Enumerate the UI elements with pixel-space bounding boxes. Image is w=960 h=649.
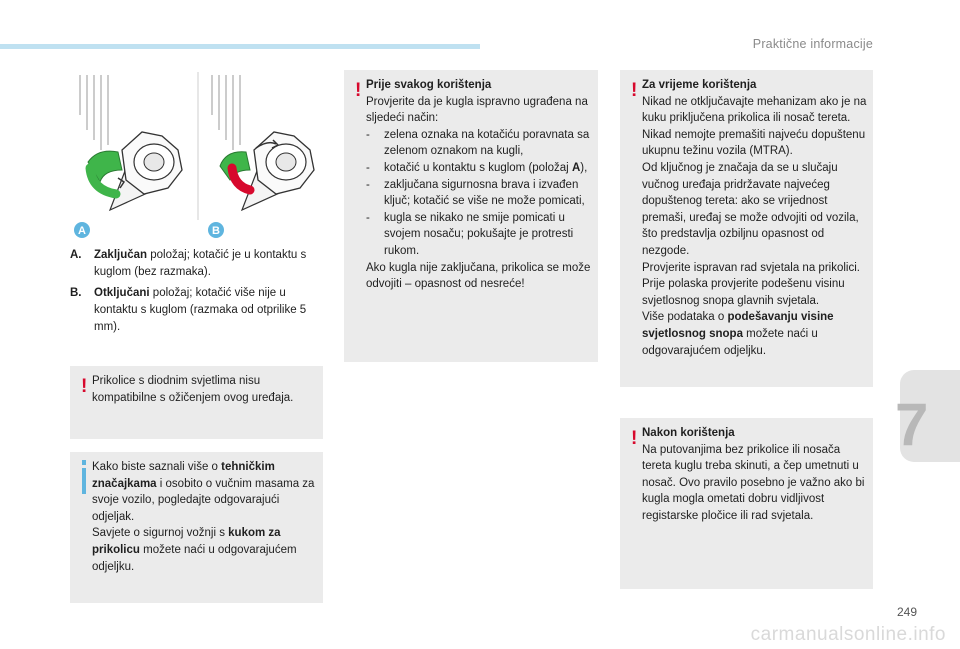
during-use-p3: Od ključnog je značaja da se u slučaju vučnog uređaja pridržavate najvećeg dopuštenog tereta: ako se vrijednost premaši, uređaj se može odvojiti od vozila, što predstavlja ozbiljnu opasnost od nezgode.	[642, 161, 859, 257]
figure-a-locked	[80, 75, 182, 210]
warning-icon: !	[355, 80, 362, 101]
after-use-title: Nakon korištenja	[642, 427, 735, 439]
info-box	[70, 452, 323, 603]
page-number: 249	[896, 605, 917, 619]
before-use-warning-box	[344, 70, 598, 362]
before-use-title: Prije svakog korištenja	[366, 79, 492, 91]
info-paragraph-1: Kako biste saznali više o tehničkim značajkama i osobito o vučnim masama za svoje vozilo, pogledajte odgovarajući odjeljak.	[92, 461, 315, 523]
during-use-p2: Nikad nemojte premašiti najveću dopuštenu ukupnu težinu vozila (MTRA).	[642, 128, 866, 158]
chapter-number: 7	[895, 391, 929, 458]
warning-icon: !	[631, 428, 638, 449]
info-icon	[82, 460, 86, 494]
check-item-1: - zelena oznaka na kotačiću poravnata sa zelenom oznakom na kugli,	[366, 128, 590, 158]
warning-icon: !	[631, 80, 638, 101]
after-use-text: Na putovanjima bez prikolice ili nosača tereta kuglu treba skinuti, a čep umetnuti u nosač. Ovo pravilo posebno je važno ako bi kugla mogla ometati dobru vidljivost registarske pločice ili rad svjetala.	[642, 443, 865, 522]
header-accent-bar	[0, 44, 480, 49]
page-header-title: Praktične informacije	[752, 37, 873, 51]
check-item-2: - kotačić u kontaktu s kuglom (položaj A),	[366, 161, 588, 174]
position-legend	[70, 247, 322, 340]
figure-a-label: A	[78, 225, 86, 237]
tow-ball-illustrations	[70, 70, 322, 240]
before-use-intro: Provjerite da je kugla ispravno ugrađena na sljedeći način:	[366, 95, 588, 125]
after-use-warning-box	[620, 418, 873, 589]
figure-b-label: B	[212, 225, 220, 237]
diode-warning-text: Prikolice s diodnim svjetlima nisu kompatibilne s ožičenjem ovog uređaja.	[92, 375, 294, 404]
figure-b-unlocked	[212, 75, 314, 210]
info-paragraph-2: Savjete o sigurnoj vožnji s kukom za prikolicu možete naći u odgovarajućem odjeljku.	[92, 527, 297, 573]
warning-icon: !	[81, 376, 88, 397]
diode-warning-box	[70, 366, 323, 439]
during-use-p5: Prije polaska provjerite podešenu visinu svjetlosnog snopa glavnih svjetala.	[642, 278, 845, 307]
during-use-title: Za vrijeme korištenja	[642, 79, 757, 91]
legend-item-a: A. Zaključan položaj; kotačić je u kontaktu s kuglom (bez razmaka).	[70, 249, 307, 278]
during-use-p1: Nikad ne otključavajte mehanizam ako je na kuku priključena prikolica ili nosač tereta.	[642, 95, 867, 125]
tow-ball-diagram	[70, 70, 322, 240]
during-use-p6: Više podataka o podešavanju visine svjetlosnog snopa možete naći u odgovarajućem odjeljku.	[642, 311, 834, 357]
check-item-4: - kugla se nikako ne smije pomicati u svojem nosaču; pokušajte je protresti rukom.	[366, 211, 574, 257]
check-item-3: - zaključana sigurnosna brava i izvađen ključ; kotačić se više ne može pomicati,	[366, 178, 585, 208]
legend-item-b: B. Otključani položaj; kotačić više nije u kontaktu s kuglom (razmaka od otprilike 5 mm).	[70, 287, 307, 333]
during-use-warning-box	[620, 70, 873, 387]
during-use-p4: Provjerite ispravan rad svjetala na prikolici.	[642, 261, 860, 274]
watermark-text: carmanualsonline.info	[750, 624, 946, 645]
before-use-outro: Ako kugla nije zaključana, prikolica se može odvojiti – opasnost od nesreće!	[366, 261, 591, 291]
